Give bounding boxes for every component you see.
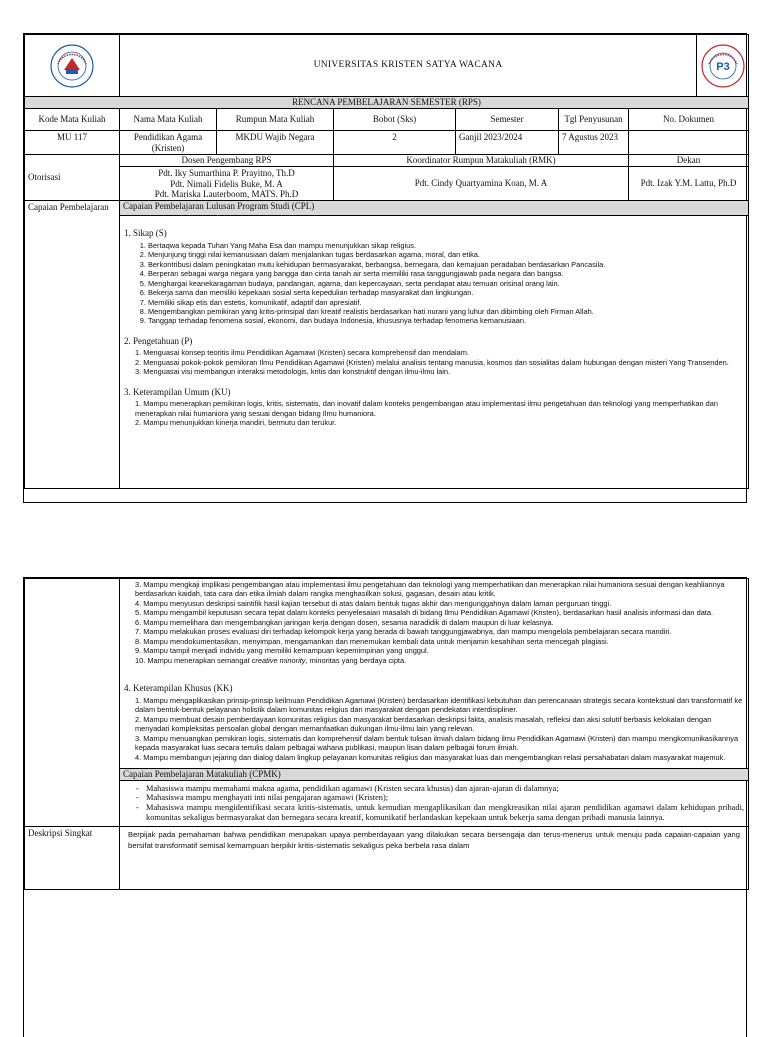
logo-left-cell xyxy=(25,35,120,97)
col-kode: Kode Mata Kuliah xyxy=(25,108,120,130)
list-item: 3. Berkontribusi dalam peningkatan mutu kehidupan bermasyarakat, berbangsa, bernegara, dan kemajuan peradaban berdasarkan Pancasila. xyxy=(148,260,744,269)
ku-list-continued xyxy=(124,580,744,665)
list-item: 1. Mampu mengaplikasikan prinsip-prinsip keilmuan Pendidikan Agamawi (Kristen) berdasarkan identifikasi kebutuhan dan perencanaan strategis secara kontekstual dan transformatif ke dalam bentuk-bentuk pelayanan holistik dalam komunitas religius dan masyarakat dengan pendekatan interdisipliner. xyxy=(135,695,743,715)
ku-list xyxy=(124,399,744,427)
sikap-list xyxy=(124,241,744,326)
list-item: 6. Mampu memelihara dan mengembangkan jaringan kerja dengan dosen, sesama naradidik di dalam maupun di luar kelasnya. xyxy=(135,617,554,627)
ku-title: 3. Keterampilan Umum (KU) xyxy=(124,386,231,397)
list-item: 1. Bertaqwa kepada Tuhan Yang Maha Esa dan mampu menunjukkan sikap religius. xyxy=(148,241,744,250)
document-page-2 xyxy=(23,577,747,1037)
deskripsi-label: Deskripsi Singkat xyxy=(25,827,120,890)
ku-continued xyxy=(120,579,749,769)
sikap-title: 1. Sikap (S) xyxy=(124,228,167,239)
uksw-logo-icon xyxy=(50,44,94,88)
dekan-header: Dekan xyxy=(629,155,749,167)
list-item: 8. Mampu mendokumentasikan, menyimpan, mengamankan dan menemukan kembali data untuk menjamin kesahihan serta mencegah plagiasi. xyxy=(135,636,609,646)
capaian-label-empty xyxy=(25,579,120,827)
list-item: 3. Mampu mengkaji implikasi pengembangan atau implementasi ilmu pengetahuan dan teknologi yang memperhatikan dan menerapkan nilai humaniora sesuai dengan keahliannya berdasarkan kaidah, tata cara dan etika ilmiah dalam rangka menghasilkan solusi, gagasan, desain atau kritik. xyxy=(135,580,725,599)
list-item: 7. Mampu melakukan proses evaluasi diri terhadap kelompok kerja yang berada di bawah tanggungjawabnya, dan mampu mengelola pembelajaran secara mandiri. xyxy=(135,627,672,637)
cpl-content xyxy=(120,216,749,489)
list-item: 8. Mengembangkan pemikiran yang kritis-prinsipal dan kreatif realistis berdasarkan hati nurani yang luhur dan dibimbing oleh Firman Allah. xyxy=(148,307,744,316)
pengetahuan-list xyxy=(124,348,744,376)
list-item: 2. Menguasai pokok-pokok pemikiran Ilmu Pendidikan Agamawi (Kristen) melalui analisis tentang manusia, kosmos dan sosialitas dalam hubungan dengan misteri Yang Transenden. xyxy=(135,357,729,367)
kk-list xyxy=(124,696,744,762)
koordinator-header: Koordinator Rumpun Matakuliah (RMK) xyxy=(334,155,629,167)
deskripsi-text: Berpijak pada pemahaman bahwa pendidikan merupakan upaya pemberdayaan yang dilakukan secara bersengaja dan terus-menerus untuk menuju pada capaian-capaian yang bersifat transformatif semisal kemampuan berpikir kritis-sistematis sekaligus peka berbela rasa dalam xyxy=(120,827,749,890)
document-page-1 xyxy=(23,33,747,503)
list-item: 4. Mampu membangun jejaring dan dialog dalam lingkup pelayanan komunitas religius dan masyarakat luas dan mengembangkan relasi persahabatan dalam masyarakat majemuk. xyxy=(135,752,726,762)
course-bobot: 2 xyxy=(334,130,456,155)
dekan-name: Pdt. Izak Y.M. Lattu, Ph.D xyxy=(629,167,749,201)
list-item: 1. Mampu menerapkan pemikiran logis, kritis, sistematis, dan inovatif dalam konteks pengembangan atau implementasi ilmu pengetahuan dan teknologi yang memperhatikan dan menerapkan nilai humaniora yang sesuai dengan bidang Ilmu humaniora. xyxy=(135,399,718,418)
list-item: 9. Mampu tampil menjadi individu yang memiliki kemampuan kepemimpinan yang unggul. xyxy=(135,646,429,656)
list-item: 4. Berperan sebagai warga negara yang bangga dan cinta tanah air serta memiliki rasa tanggungjawab pada negara dan bangsa. xyxy=(148,269,744,278)
koordinator-name: Pdt. Cindy Quartyamina Koan, M. A xyxy=(334,167,629,201)
list-item: 2. Mampu membuat desain pemberdayaan komunitas religius dan masyarakat berdasarkan deskripsi fakta, analisis masalah, refleksi dan aksi solutif berbasis kelokalan dengan menyadari kompleksitas persoalan global dengan memanfaatkan dukungan ilmu-ilmu lain yang relevan. xyxy=(135,714,712,734)
list-item: 5. Menghargai keanekaragaman budaya, pandangan, agama, dan kepercayaan, serta pendapat atau temuan orisinal orang lain. xyxy=(148,279,744,288)
cpl-header: Capaian Pembelajaran Lulusan Program Studi (CPL) xyxy=(120,201,749,216)
course-kode: MU 117 xyxy=(25,130,120,155)
dosen-names xyxy=(120,167,334,201)
col-no-dokumen: No. Dokumen xyxy=(629,108,749,130)
university-name: UNIVERSITAS KRISTEN SATYA WACANA xyxy=(120,35,697,97)
list-item: - Mahasiswa mampu memahami makna agama, pendidikan agamawi (Kristen secara khusus) dan ajaran-ajaran di dalamnya; xyxy=(146,784,744,794)
capaian-table-continued xyxy=(24,578,749,890)
rps-title: RENCANA PEMBELAJARAN SEMESTER (RPS) xyxy=(25,97,749,109)
ku10-prefix: 10. Mampu menerapkan semangat xyxy=(135,655,252,665)
list-item: - Mahasiswa mampu menghayati inti nilai pengajaran agamawi (Kristen); xyxy=(146,793,744,803)
col-rumpun: Rumpun Mata Kuliah xyxy=(217,108,334,130)
list-item: 9. Tanggap terhadap fenomena sosial, ekonomi, dan budaya Indonesia, khususnya terhadap fenomena kemanusiaan. xyxy=(148,316,744,325)
course-rumpun: MKDU Wajib Negara xyxy=(217,130,334,155)
list-item: 3. Mampu menuangkan pemikiran logis, sistematis dan komprehensif dalam bentuk tulisan ilmiah dalam bidang ilmu Pendidikan Agamawi (Kristen) dan mampu mengkomunikasikannya kepada masyarakat luas secara tertulis dalam pelbagai wahana publikasi, maupun lisan dalam pelbagai forum ilmiah. xyxy=(135,733,739,753)
list-item: 6. Bekerja sama dan memiliki kepekaan sosial serta kepedulian terhadap masyarakat dan lingkungan. xyxy=(148,288,744,297)
logo-right-cell xyxy=(697,35,749,97)
list-item xyxy=(135,656,744,665)
svg-text:P3: P3 xyxy=(715,60,730,73)
col-tgl: Tgl Penyusunan xyxy=(559,108,629,130)
course-no-dokumen xyxy=(629,130,749,155)
course-semester: Ganjil 2023/2024 xyxy=(456,130,559,155)
dosen-name: Pdt. Nimali Fidelis Buke, M. A xyxy=(170,178,283,189)
cpmk-header: Capaian Pembelajaran Matakuliah (CPMK) xyxy=(120,769,749,781)
ku10-italic: creative minority xyxy=(251,655,306,665)
ku10-suffix: , minoritas yang berdaya cipta. xyxy=(305,655,407,665)
pengetahuan-title: 2. Pengetahuan (P) xyxy=(124,335,193,346)
otorisasi-label: Otorisasi xyxy=(25,155,120,201)
header-table xyxy=(24,34,749,489)
capaian-label: Capaian Pembelajaran xyxy=(25,201,120,489)
list-item: 1. Menguasai konsep teoritis ilmu Pendidikan Agamawi (Kristen) secara komprehensif dan mendalam. xyxy=(135,348,469,358)
col-bobot: Bobot (Sks) xyxy=(334,108,456,130)
cpmk-content xyxy=(120,780,749,827)
col-semester: Semester xyxy=(456,108,559,130)
course-nama: Pendidikan Agama (Kristen) xyxy=(120,130,217,155)
list-item: 3. Menguasai visi membangun interaksi metodologis, kritis dan konstruktif dengan ilmu-ilmu lain. xyxy=(135,367,451,377)
list-item: 7. Memiliki sikap etis dan estetis, komunikatif, adaptif dan apresiatif. xyxy=(148,298,744,307)
list-item: 4. Mampu menyusun deskripsi saintifik hasil kajian tersebut di atas dalam bentuk tugas akhir dan mengunggahnya dalam laman perguruan tinggi. xyxy=(135,598,612,608)
dosen-name: Pdt. Iky Sumarthina P. Prayitno, Th.D xyxy=(158,168,295,179)
cpmk-list xyxy=(124,784,744,823)
kk-title: 4. Keterampilan Khusus (KK) xyxy=(124,683,233,694)
list-item: 2. Mampu menunjukkan kinerja mandiri, bermutu dan terukur. xyxy=(135,418,337,428)
col-nama: Nama Mata Kuliah xyxy=(120,108,217,130)
course-tgl: 7 Agustus 2023 xyxy=(559,130,629,155)
list-item: 5. Mampu mengambil keputusan secara tepat dalam konteks penyelesaian masalah di bidang Ilmu Pendidikan Agamawi (Kristen), berdasarkan hasil analisis informasi dan data. xyxy=(135,608,714,618)
faculty-logo-icon xyxy=(701,44,745,88)
list-item: - Mahasiswa mampu mengidentifikasi secara kritis-sistematis, untuk kemudian mengaplikasikan dan mengkreasikan nilai ajaran pendidikan agamawi dalam kehidupan pribadi, komunitas sekaligus bermasyarakat dan bernegara secara kreatif, komunikatif berlandaskan kepekaan untuk bekerja sama dengan pribadi manusia lainnya. xyxy=(146,803,744,822)
list-item: 2. Menjunjung tinggi nilai kemanusiaan dalam menjalankan tugas berdasarkan agama, moral, dan etika. xyxy=(148,250,744,259)
dosen-name: Pdt. Mariska Lauterboom, MATS. Ph.D xyxy=(154,188,299,199)
dosen-header: Dosen Pengembang RPS xyxy=(120,155,334,167)
